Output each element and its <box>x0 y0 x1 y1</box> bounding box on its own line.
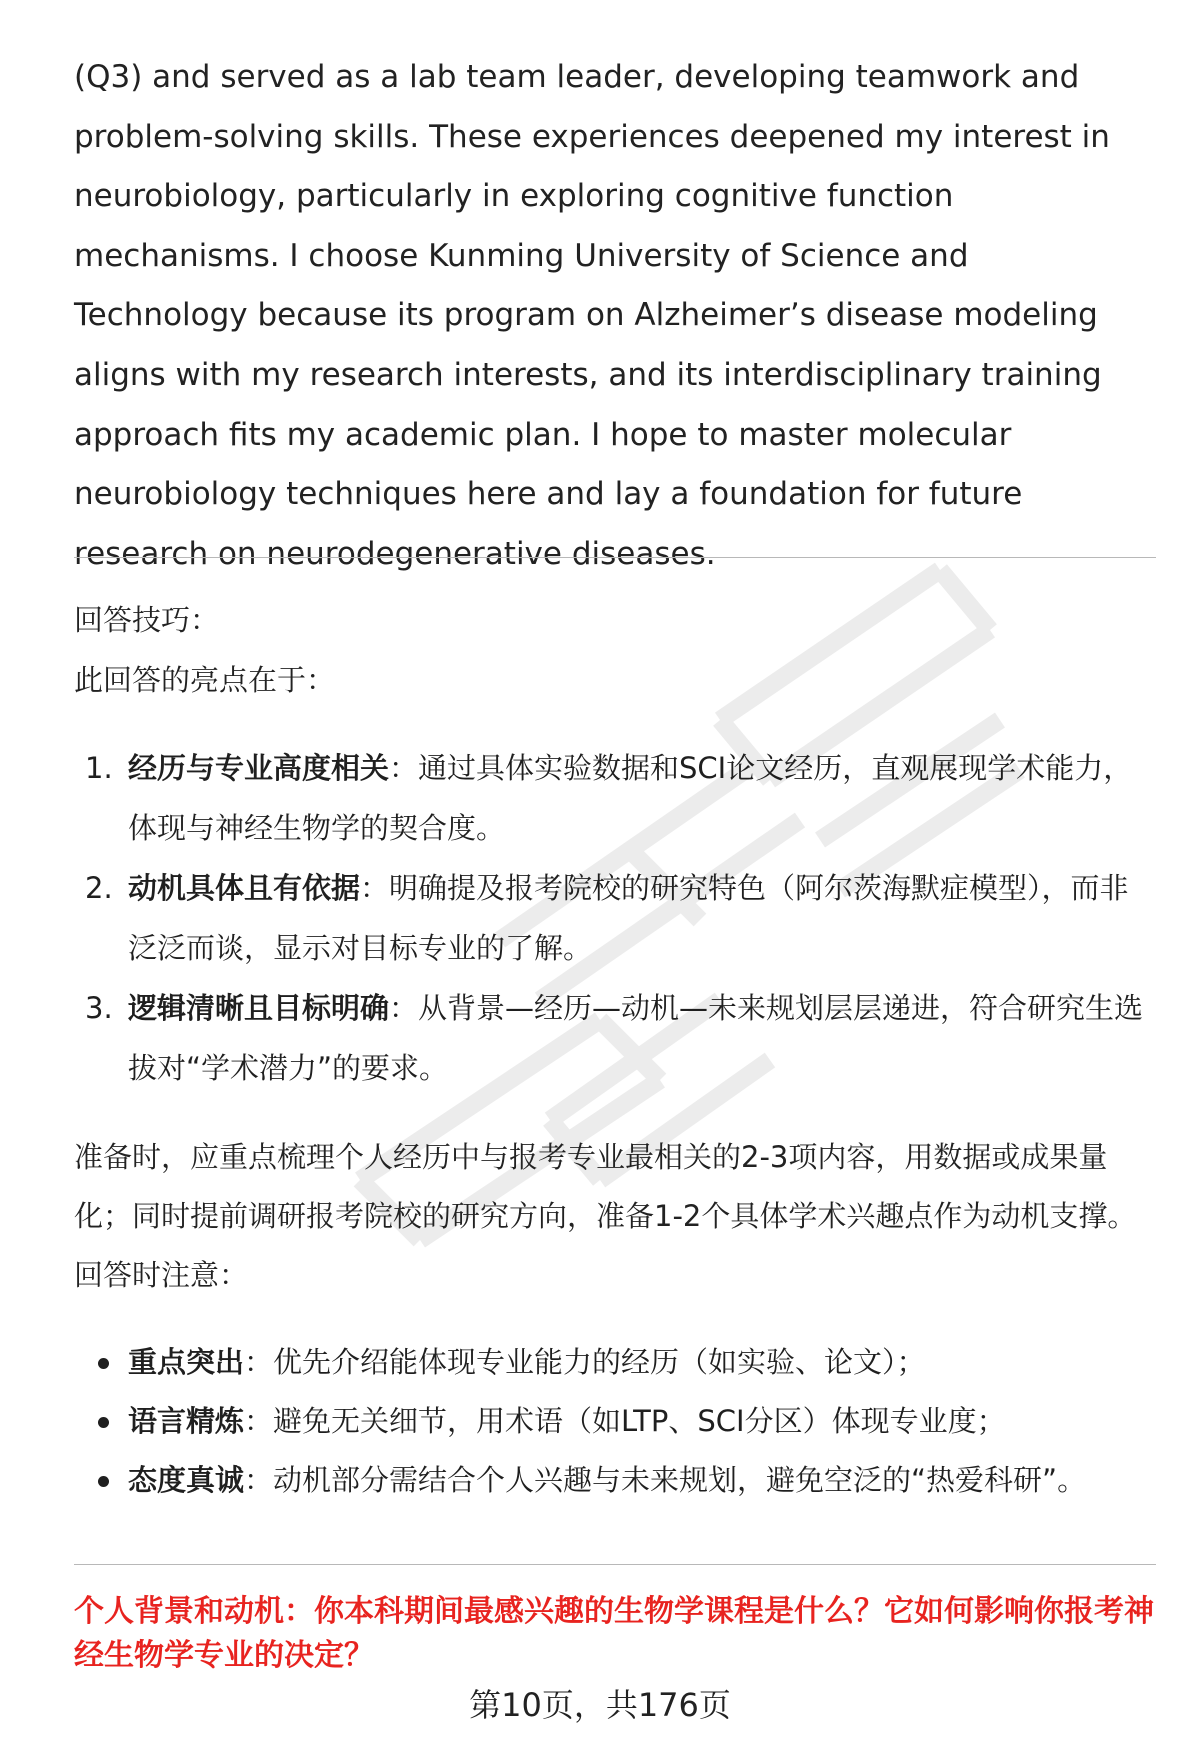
item-number: 3. <box>85 991 113 1025</box>
divider-bottom <box>74 1564 1156 1565</box>
bullet-icon <box>98 1476 109 1487</box>
item-title: 逻辑清晰且目标明确 <box>128 991 390 1025</box>
item-number: 1. <box>85 751 113 785</box>
item-title: 态度真诚 <box>128 1463 245 1497</box>
divider-top <box>74 557 1156 558</box>
item-title: 经历与专业高度相关 <box>128 751 390 785</box>
page-footer: 第10页，共176页 <box>469 1686 731 1724</box>
list-item <box>74 858 1156 978</box>
next-question: 个人背景和动机：你本科期间最感兴趣的生物学课程是什么？它如何影响你报考神经生物学专业的决定？ <box>74 1594 1154 1673</box>
prep-paragraph: 准备时，应重点梳理个人经历中与报考专业最相关的2-3项内容，用数据或成果量化；同时提前调研报考院校的研究方向，准备1-2个具体学术兴趣点作为动机支撑。回答时注意： <box>74 1140 1137 1292</box>
highlights-list <box>74 738 1156 1098</box>
list-item <box>74 978 1156 1098</box>
list-item <box>74 1392 1156 1451</box>
item-title: 语言精炼 <box>128 1404 245 1438</box>
notes-list <box>74 1333 1156 1510</box>
item-text: ：通过具体实验数据和SCI论文经历，直观展现学术能力，体现与神经生物学的契合度。 <box>128 751 1133 845</box>
bullet-icon <box>98 1358 109 1369</box>
item-number: 2. <box>85 871 113 905</box>
item-title: 动机具体且有依据 <box>128 871 361 905</box>
highlights-label: 此回答的亮点在于： <box>74 663 336 697</box>
bullet-icon <box>98 1417 109 1428</box>
item-text: ：动机部分需结合个人兴趣与未来规划，避免空泛的“热爱科研”。 <box>244 1463 1087 1497</box>
item-text: ：从背景—经历—动机—未来规划层层递进，符合研究生选拔对“学术潜力”的要求。 <box>128 991 1144 1085</box>
tips-label: 回答技巧： <box>74 603 220 637</box>
item-text: ：优先介绍能体现专业能力的经历（如实验、论文）； <box>244 1345 926 1379</box>
item-title: 重点突出 <box>128 1345 245 1379</box>
intro-paragraph <box>74 48 1149 584</box>
item-text: ：明确提及报考院校的研究特色（阿尔茨海默症模型），而非泛泛而谈，显示对目标专业的了解。 <box>128 871 1129 965</box>
list-item <box>74 738 1156 858</box>
list-item <box>74 1451 1156 1510</box>
item-text: ：避免无关细节，用术语（如LTP、SCI分区）体现专业度； <box>244 1404 1006 1438</box>
intro-text: (Q3) and served as a lab team leader, developing teamwork and problem-solving skills. These experiences deepened my interest in neurobiology, particularly in exploring cognitive function mechanisms. I choose Kunming University of Science and Technology because its program on Alzheimer’s disease modeling aligns with my research interests, and its interdisciplinary training approach fits my academic plan. I hope to master molecular neurobiology techniques here and lay a foundation for future research on neurodegenerative diseases. <box>74 59 1110 572</box>
list-item <box>74 1333 1156 1392</box>
